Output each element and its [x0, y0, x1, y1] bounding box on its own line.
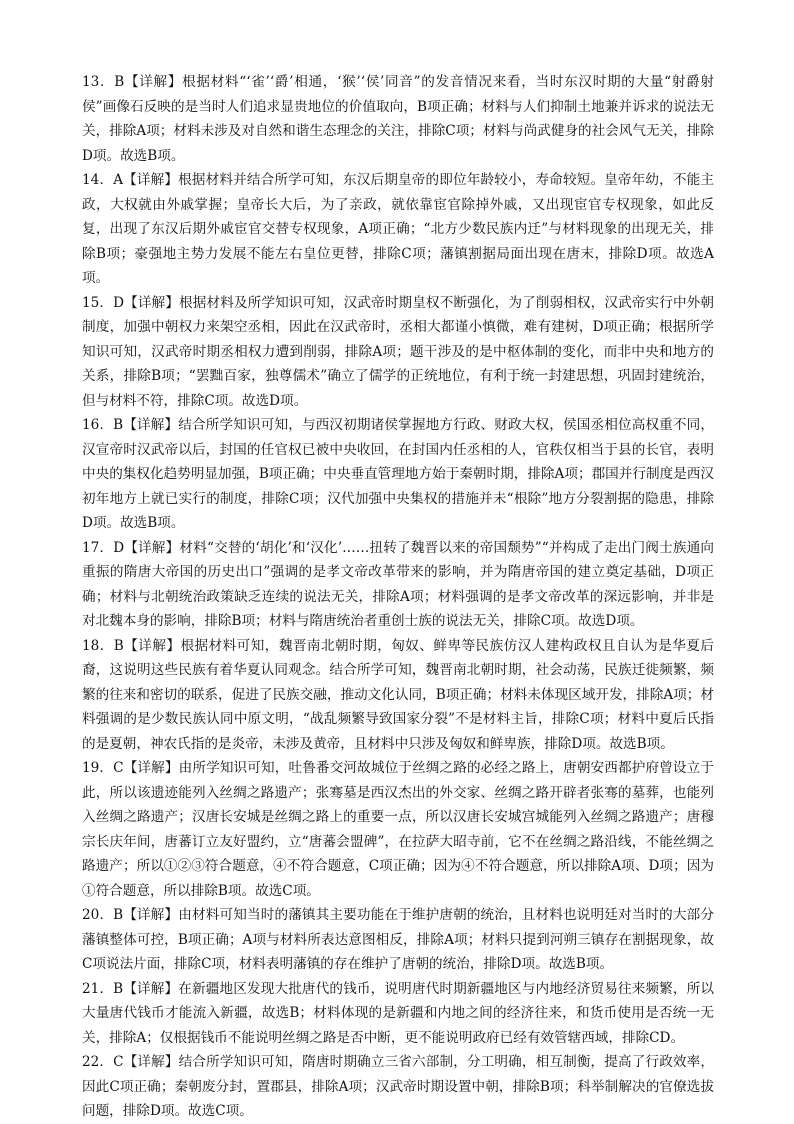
explanation-22: 22．C【详解】结合所学知识可知，隋唐时期确立三省六部制，分工明确，相互制衡，提高了行政效率，因此C项正确；秦朝废分封，置郡县，排除A项；汉武帝时期设置中朝，排除B项；科举制解决的官僚选拔问题，排除D项。故选C项。: [82, 1054, 714, 1119]
explanation-13: 13．B【详解】根据材料“‘雀’‘爵’相通，‘猴’‘侯’同音”的发音情况来看，当时东汉时期的大量“射爵射侯”画像石反映的是当时人们追求显贵地位的价值取向，B项正确；材料与人们抑制土地兼并诉求的说法无关，排除A项；材料未涉及对自然和谐生态理念的关注，排除C项；材料与尚武健身的社会风气无关，排除D项。故选B项。: [82, 74, 714, 164]
explanation-18: 18．B【详解】根据材料可知，魏晋南北朝时期，匈奴、鲜卑等民族仿汉人建构政权且自认为是华夏后裔，这说明这些民族有着华夏认同观念。结合所学可知，魏晋南北朝时期，社会动荡，民族迁徙频繁，频繁的往来和密切的联系，促进了民族交融，推动文化认同，B项正确；材料未体现区域开发，排除A项；材料强调的是少数民族认同中原文明，“战乱频繁导致国家分裂”不是材料主旨，排除C项；材料中夏后氏指的是夏朝，神农氏指的是炎帝，未涉及黄帝，且材料中只涉及匈奴和鲜卑族，排除D项。故选B项。: [82, 637, 714, 752]
explanation-21: 21．B【详解】在新疆地区发现大批唐代的钱币，说明唐代时期新疆地区与内地经济贸易往来频繁，所以大量唐代钱币才能流入新疆，故选B；材料体现的是新疆和内地之间的经济往来，和货币使用是否统一无关，排除A；仅根据钱币不能说明丝绸之路是否中断，更不能说明政府已经有效管辖西域，排除CD。: [82, 980, 714, 1046]
explanation-16: 16．B【详解】结合所学知识可知，与西汉初期诸侯掌握地方行政、财政大权，侯国丞相位高权重不同，汉宣帝时汉武帝以后，封国的任官权已被中央收回，在封国内任丞相的人，官秩仅相当于县的长官，表明中央的集权化趋势明显加强，B项正确；中央垂直管理地方始于秦朝时期，排除A项；郡国并行制度是西汉初年地方上就已实行的制度，排除C项；汉代加强中央集权的措施并未“根除”地方分裂割据的隐患，排除D项。故选B项。: [82, 417, 714, 531]
explanation-17: 17．D【详解】材料“交替的‘胡化’和‘汉化’……扭转了魏晋以来的帝国颓势”“并构成了走出门阀士族通向重振的隋唐大帝国的历史出口”强调的是孝文帝改革带来的影响，并为隋唐帝国的建立奠定基础，D项正确；材料与北朝统治政策缺乏连续的说法无关，排除A项；材料强调的是孝文帝改革的深远影响，并非是对北魏本身的影响，排除B项；材料与隋唐统治者重创士族的说法无关，排除C项。故选D项。: [82, 539, 714, 629]
explanation-15: 15．D【详解】根据材料及所学知识可知，汉武帝时期皇权不断强化，为了削弱相权，汉武帝实行中外朝制度，加强中朝权力来架空丞相，因此在汉武帝时，丞相大都谨小慎微，难有建树，D项正确；根据所学知识可知，汉武帝时期丞相权力遭到削弱，排除A项；题干涉及的是中枢体制的变化，而非中央和地方的关系，排除B项；“罢黜百家，独尊儒术”确立了儒学的正统地位，有利于统一封建思想，巩固封建统治，但与材料不符，排除C项。故选D项。: [82, 294, 714, 409]
explanation-20: 20．B【详解】由材料可知当时的藩镇其主要功能在于维护唐朝的统治，且材料也说明廷对当时的大部分藩镇整体可控，B项正确；A项与材料所表达意图相反，排除A项；材料只提到河朔三镇存在割据现象，故C项说法片面，排除C项，材料表明藩镇的存在维护了唐朝的统治，排除D项。故选B项。: [82, 907, 714, 972]
answer-explanations: [82, 70, 714, 1124]
explanation-19: 19．C【详解】由所学知识可知，吐鲁番交河故城位于丝绸之路的必经之路上，唐朝安西都护府曾设立于此，所以该遗迹能列入丝绸之路遗产；张骞墓是西汉杰出的外交家、丝绸之路开辟者张骞的墓葬，也能列入丝绸之路遗产；汉唐长安城是丝绸之路上的重要一点，所以汉唐长安城宫城能列入丝绸之路遗产；唐穆宗长庆年间，唐蕃订立友好盟约，立“唐蕃会盟碑”，在拉萨大昭寺前，它不在丝绸之路沿线，不能丝绸之路遗产；所以①②③符合题意，④不符合题意，C项正确；因为④不符合题意，所以排除A项、D项；因为①符合题意，所以排除B项。故选C项。: [82, 760, 714, 899]
explanation-14: 14．A【详解】根据材料并结合所学可知，东汉后期皇帝的即位年龄较小，寿命较短。皇帝年幼，不能主政，大权就由外戚掌握；皇帝长大后，为了亲政，就依靠宦官除掉外戚，又出现宦官专权现象，如此反复，出现了东汉后期外戚宦官交替专权现象，A项正确；“北方少数民族内迁”与材料现象的出现无关，排除B项；豪强地主势力发展不能左右皇位更替，排除C项；藩镇割据局面出现在唐末，排除D项。故选A项。: [82, 172, 714, 286]
